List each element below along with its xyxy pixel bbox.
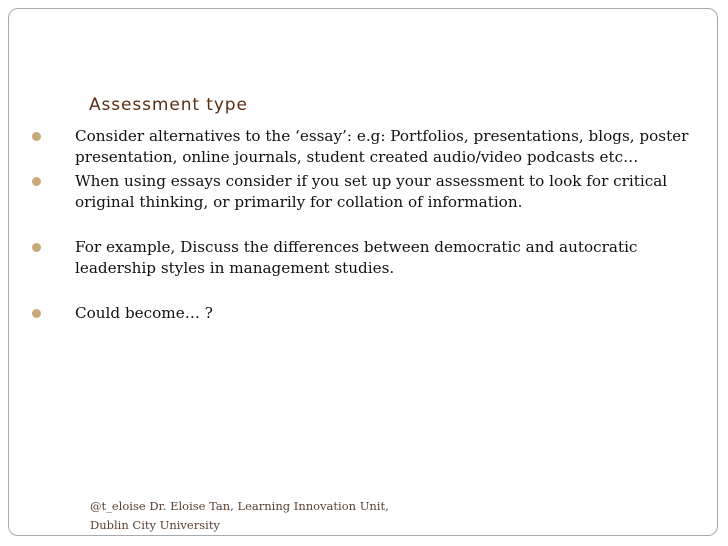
bullet-text: Consider alternatives to the ‘essay’: e.g: Portfolios, presentations, blogs, poster presentation, online journals, student created audio/video podcasts etc… [75, 127, 689, 166]
bullet-item [27, 126, 707, 168]
slide-title: Assessment type [89, 95, 248, 115]
footer-institution: Dublin City University [90, 518, 220, 532]
bullet-list [27, 126, 707, 327]
bullet-dot-icon [32, 132, 41, 141]
bullet-item [27, 171, 707, 213]
bullet-text: For example, Discuss the differences between democratic and autocratic leadership styles in management studies. [75, 238, 638, 277]
bullet-dot-icon [32, 243, 41, 252]
slide-footer [90, 497, 389, 535]
footer-author: @t_eloise Dr. Eloise Tan, Learning Innovation Unit, [90, 499, 389, 513]
bullet-text: Could become… ? [75, 304, 213, 322]
bullet-item [27, 303, 707, 324]
bullet-item [27, 237, 707, 279]
bullet-text: When using essays consider if you set up your assessment to look for critical original thinking, or primarily for collation of information. [75, 172, 668, 211]
bullet-dot-icon [32, 309, 41, 318]
bullet-dot-icon [32, 177, 41, 186]
slide [8, 8, 718, 536]
